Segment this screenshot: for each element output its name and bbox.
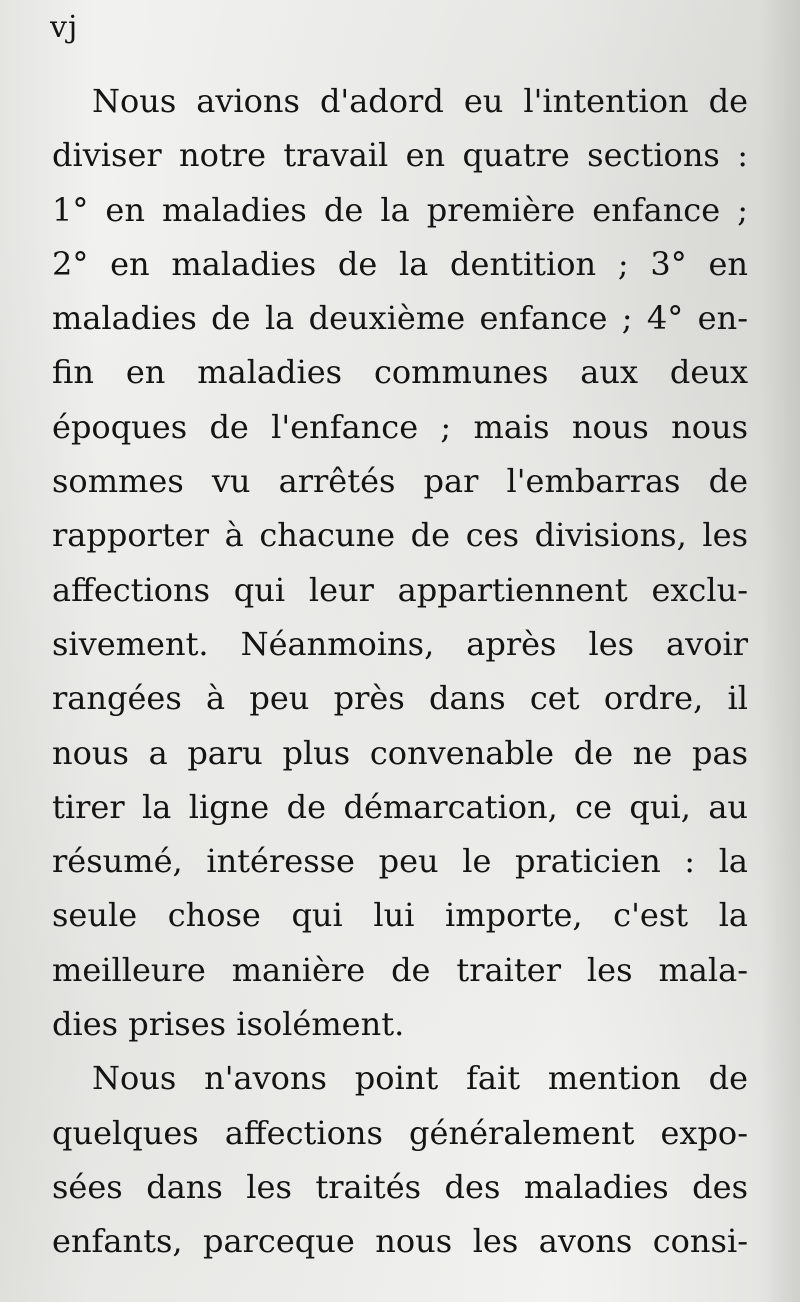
text-line: seule chose qui lui importe, c'est la [52, 896, 748, 935]
text-line: meilleure manière de traiter les mala- [52, 950, 748, 989]
text-line: Nous avions d'adord eu l'intention de [92, 82, 748, 120]
text-line: dies prises isolément. [52, 1005, 405, 1044]
text-line: quelques affections généralement expo- [52, 1113, 748, 1152]
text-line: fin en maladies communes aux deux [52, 353, 748, 392]
text-line: Nous n'avons point fait mention de [92, 1059, 748, 1098]
text-line: affections qui leur appartiennent exclu- [52, 570, 748, 609]
body-text [52, 74, 748, 1269]
text-line: rapporter à chacune de ces divisions, les [52, 516, 748, 555]
paragraph-1 [52, 74, 748, 1051]
text-line: maladies de la deuxième enfance ; 4° en- [52, 299, 748, 338]
text-line: 1° en maladies de la première enfance ; [52, 190, 748, 229]
text-line: diviser notre travail en quatre sections : [52, 136, 748, 175]
text-line: enfants, parceque nous les avons consi- [52, 1222, 748, 1261]
paragraph-2 [52, 1051, 748, 1268]
text-line: tirer la ligne de démarcation, ce qui, au [52, 787, 748, 826]
text-line: résumé, intéresse peu le praticien : la [52, 842, 748, 881]
text-line: époques de l'enfance ; mais nous nous [52, 407, 748, 446]
text-line: nous a paru plus convenable de ne pas [52, 733, 748, 772]
text-line: rangées à peu près dans cet ordre, il [52, 679, 748, 718]
text-line: sivement. Néanmoins, après les avoir [52, 624, 748, 663]
text-line: sées dans les traités des maladies des [52, 1167, 748, 1206]
page-number: vj [50, 10, 79, 45]
text-line: sommes vu arrêtés par l'embarras de [52, 462, 748, 501]
text-line: 2° en maladies de la dentition ; 3° en [52, 244, 748, 283]
